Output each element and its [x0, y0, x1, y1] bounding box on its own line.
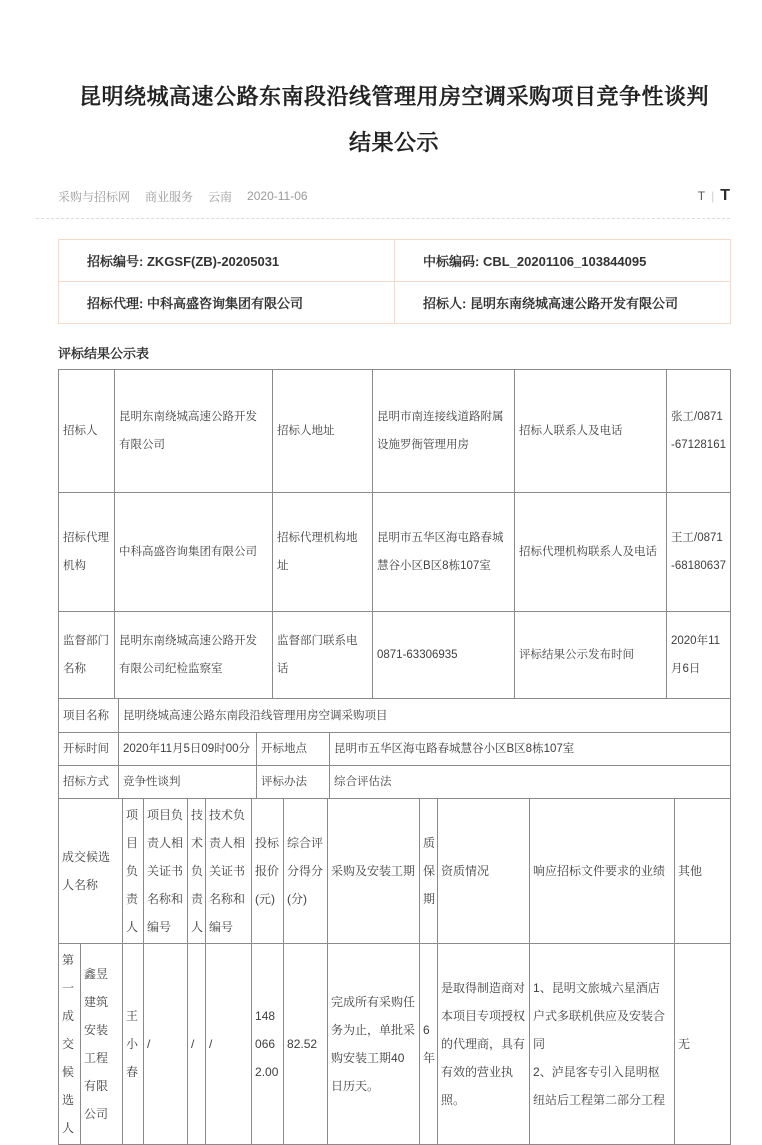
- winner-bid-price: 1480662.00: [252, 944, 284, 1145]
- header-bid-price: 投标报价(元): [252, 799, 284, 944]
- font-size-toggle: [698, 187, 730, 205]
- announcement-page: [58, 0, 730, 1145]
- candidates-table: [58, 798, 731, 1145]
- open-time-label: 开标时间: [59, 733, 119, 766]
- header-tech-cert: 技术负责人相关证书名称和编号: [206, 799, 252, 944]
- header-tech-manager: 技术负责人: [188, 799, 206, 944]
- tenderee-name: 昆明东南绕城高速公路开发有限公司: [115, 370, 273, 493]
- tenderee-row-label: 招标人: [59, 370, 115, 493]
- winner-rank: 第一成交候选人: [59, 944, 81, 1145]
- header-schedule: 采购及安装工期: [328, 799, 420, 944]
- tenderee-contact-label: 招标人联系人及电话: [515, 370, 667, 493]
- header-pm-cert: 项目负责人相关证书名称和编号: [144, 799, 188, 944]
- general-info-table: [58, 369, 731, 699]
- tenderee-value: 昆明东南绕城高速公路开发有限公司: [469, 296, 678, 311]
- agency-contact-label: 招标代理机构联系人及电话: [515, 493, 667, 612]
- winner-qualification: 是取得制造商对本项目专项授权的代理商，具有有效的营业执照。: [438, 944, 530, 1145]
- winner-warranty: 6年: [420, 944, 438, 1145]
- bid-info-table: [58, 732, 731, 799]
- agency-cell: [59, 282, 395, 324]
- project-name-table: [58, 698, 731, 733]
- publish-time-label: 评标结果公示发布时间: [515, 612, 667, 699]
- tender-method-label: 招标方式: [59, 766, 119, 799]
- table-row: [59, 370, 731, 493]
- tender-number-value: ZKGSF(ZB)-20205031: [146, 254, 280, 269]
- table-row: [59, 733, 731, 766]
- font-larger-button[interactable]: T: [720, 187, 730, 204]
- open-time-value: 2020年11月5日09时00分: [119, 733, 257, 766]
- supervisor-row-label: 监督部门名称: [59, 612, 115, 699]
- achievement-item: 1、昆明文旅城六星酒店户式多联机供应及安装合同: [533, 981, 666, 1051]
- header-project-manager: 项目负责人: [123, 799, 144, 944]
- dashed-divider: [36, 218, 730, 219]
- table-row: [59, 240, 731, 282]
- win-code-value: CBL_20201106_103844095: [482, 254, 647, 269]
- candidates-header-row: [59, 799, 731, 944]
- agency-label: 招标代理:: [87, 296, 147, 311]
- winner-tech-manager: /: [188, 944, 206, 1145]
- open-place-value: 昆明市五华区海屯路春城慧谷小区B区8栋107室: [330, 733, 731, 766]
- supervisor-name: 昆明东南绕城高速公路开发有限公司纪检监察室: [115, 612, 273, 699]
- header-score: 综合评分得分(分): [284, 799, 328, 944]
- winner-achievements: [530, 944, 675, 1145]
- winner-pm-cert: /: [144, 944, 188, 1145]
- agency-address: 昆明市五华区海屯路春城慧谷小区B区8栋107室: [373, 493, 515, 612]
- publish-time: 2020年11月6日: [667, 612, 731, 699]
- winner-other: 无: [675, 944, 731, 1145]
- supervisor-phone: 0871-63306935: [373, 612, 515, 699]
- header-achievements: 响应招标文件要求的业绩: [530, 799, 675, 944]
- table-row: [59, 612, 731, 699]
- achievement-item: 2、泸昆客专引入昆明枢纽站后工程第二部分工程: [533, 1065, 666, 1107]
- header-qualification: 资质情况: [438, 799, 530, 944]
- winner-tech-cert: /: [206, 944, 252, 1145]
- project-name-value: 昆明绕城高速公路东南段沿线管理用房空调采购项目: [119, 699, 731, 733]
- header-candidate-name: 成交候选人名称: [59, 799, 123, 944]
- winner-schedule: 完成所有采购任务为止，单批采购安装工期40日历天。: [328, 944, 420, 1145]
- tenderee-address-label: 招标人地址: [273, 370, 373, 493]
- supervisor-phone-label: 监督部门联系电话: [273, 612, 373, 699]
- tenderee-cell: [395, 282, 731, 324]
- page-title: 昆明绕城高速公路东南段沿线管理用房空调采购项目竞争性谈判结果公示: [78, 84, 709, 155]
- meta-date: 2020-11-06: [247, 189, 308, 203]
- font-smaller-button[interactable]: T: [697, 189, 706, 203]
- winner-row: [59, 944, 731, 1145]
- tenderee-contact: 张工/0871-67128161: [667, 370, 731, 493]
- table-row: [59, 493, 731, 612]
- tender-number-cell: [59, 240, 395, 282]
- font-toggle-separator: |: [711, 189, 715, 203]
- win-code-cell: [395, 240, 731, 282]
- agency-value: 中科高盛咨询集团有限公司: [146, 296, 303, 311]
- winner-company: 鑫昱建筑安装工程有限公司: [81, 944, 123, 1145]
- meta-region: 云南: [208, 189, 233, 204]
- table-row: [59, 282, 731, 324]
- tenderee-label: 招标人:: [423, 296, 470, 311]
- agency-name: 中科高盛咨询集团有限公司: [115, 493, 273, 612]
- eval-method-value: 综合评估法: [330, 766, 731, 799]
- result-table-title: 评标结果公示表: [58, 346, 150, 361]
- project-name-label: 项目名称: [59, 699, 119, 733]
- meta-row: [58, 187, 730, 205]
- meta-site: 采购与招标网: [58, 189, 131, 204]
- winner-project-manager: 王小春: [123, 944, 144, 1145]
- table-row: [59, 699, 731, 733]
- tender-number-label: 招标编号:: [87, 254, 147, 269]
- table-row: [59, 766, 731, 799]
- winner-score: 82.52: [284, 944, 328, 1145]
- open-place-label: 开标地点: [257, 733, 330, 766]
- header-other: 其他: [675, 799, 731, 944]
- header-warranty: 质保期: [420, 799, 438, 944]
- evaluation-result-table: [58, 369, 730, 1145]
- tender-info-boxes: [58, 239, 731, 324]
- win-code-label: 中标编码:: [423, 254, 483, 269]
- agency-address-label: 招标代理机构地址: [273, 493, 373, 612]
- agency-row-label: 招标代理机构: [59, 493, 115, 612]
- meta-category: 商业服务: [145, 189, 194, 204]
- eval-method-label: 评标办法: [257, 766, 330, 799]
- tenderee-address: 昆明市南连接线道路附属设施罗衙管理用房: [373, 370, 515, 493]
- tender-method-value: 竞争性谈判: [119, 766, 257, 799]
- agency-contact: 王工/0871-68180637: [667, 493, 731, 612]
